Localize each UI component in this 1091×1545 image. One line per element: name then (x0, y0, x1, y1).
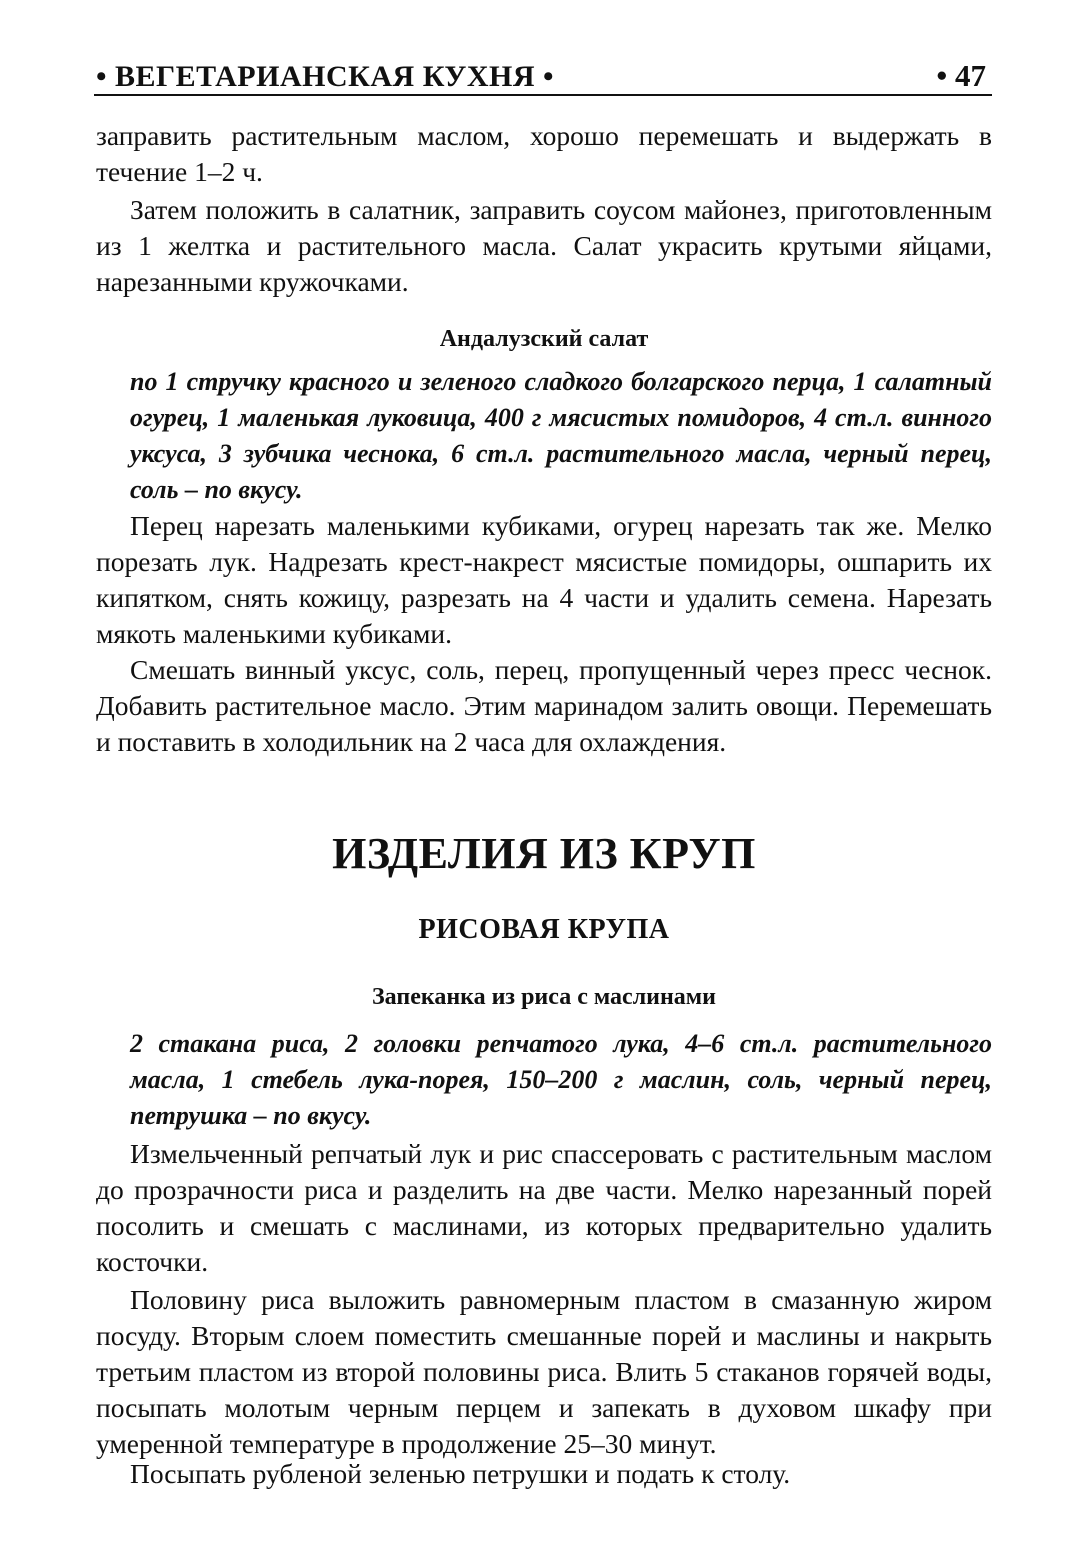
recipe-title-block (96, 984, 992, 1011)
section-title: РИСОВАЯ КРУПА (418, 914, 670, 945)
step-block (96, 652, 992, 760)
recipe-step: Половину риса выложить равномерным пластом в смазанную жиром посуду. Вторым слоем поместить смешанные порей и маслины и накрыть третьим пластом из второй половины риса. Влить 5 стаканов горячей воды, посыпать молотым черным перцем и запекать в духовом шкафу при умеренной температуре в продолжение 25–30 минут. (96, 1284, 992, 1459)
step-block (96, 1282, 992, 1462)
running-header (94, 58, 992, 96)
paragraph-block (96, 192, 992, 300)
ingredients-block (96, 364, 992, 508)
recipe-title: Запеканка из риса с маслинами (372, 984, 716, 1010)
step-block (96, 1456, 992, 1492)
recipe-step: Смешать винный уксус, соль, перец, пропущенный через пресс чеснок. Добавить растительное масло. Этим маринадом залить овощи. Перемешать и поставить в холодильник на 2 часа для охлаждения. (96, 654, 992, 757)
recipe-step: Перец нарезать маленькими кубиками, огурец нарезать так же. Мелко порезать лук. Надрезать крест-накрест мясистые помидоры, ошпарить их кипятком, снять кожицу, разрезать на 4 части и удалить семена. Нарезать мякоть маленькими кубиками. (96, 510, 992, 649)
recipe-step: Измельченный репчатый лук и рис спассеровать с растительным маслом до прозрачности риса и разделить на две части. Мелко нарезанный порей посолить и смешать с маслинами, из которых предварительно удалить косточки. (96, 1138, 992, 1277)
running-title: • ВЕГЕТАРИАНСКАЯ КУХНЯ • (96, 60, 555, 93)
step-block (96, 1136, 992, 1280)
ingredients-block (96, 1026, 992, 1134)
ingredients-list: по 1 стручку красного и зеленого сладкого болгарского перца, 1 салатный огурец, 1 маленькая луковица, 400 г мясистых помидоров, 4 ст.л. винного уксуса, 3 зубчика чеснока, 6 ст.л. растительного масла, черный перец, соль – по вкусу. (130, 367, 992, 504)
recipe-step: Посыпать рубленой зеленью петрушки и подать к столу. (130, 1458, 791, 1489)
chapter-title: ИЗДЕЛИЯ ИЗ КРУП (332, 829, 756, 878)
chapter-title-block (96, 828, 992, 879)
paragraph: Затем положить в салатник, заправить соусом майонез, приготовленным из 1 желтка и растительного масла. Салат украсить крутыми яйцами, нарезанными кружочками. (96, 194, 992, 297)
recipe-title-block (96, 326, 992, 353)
recipe-title: Андалузский салат (439, 326, 649, 352)
step-block (96, 508, 992, 652)
ingredients-list: 2 стакана риса, 2 головки репчатого лука, 4–6 ст.л. растительного масла, 1 стебель лука-порея, 150–200 г маслин, соль, черный перец, петрушка – по вкусу. (130, 1029, 992, 1130)
paragraph: заправить растительным маслом, хорошо перемешать и выдержать в течение 1–2 ч. (96, 120, 992, 187)
continued-paragraph (96, 118, 992, 190)
page-number: • 47 (936, 58, 986, 93)
section-title-block (96, 914, 992, 946)
